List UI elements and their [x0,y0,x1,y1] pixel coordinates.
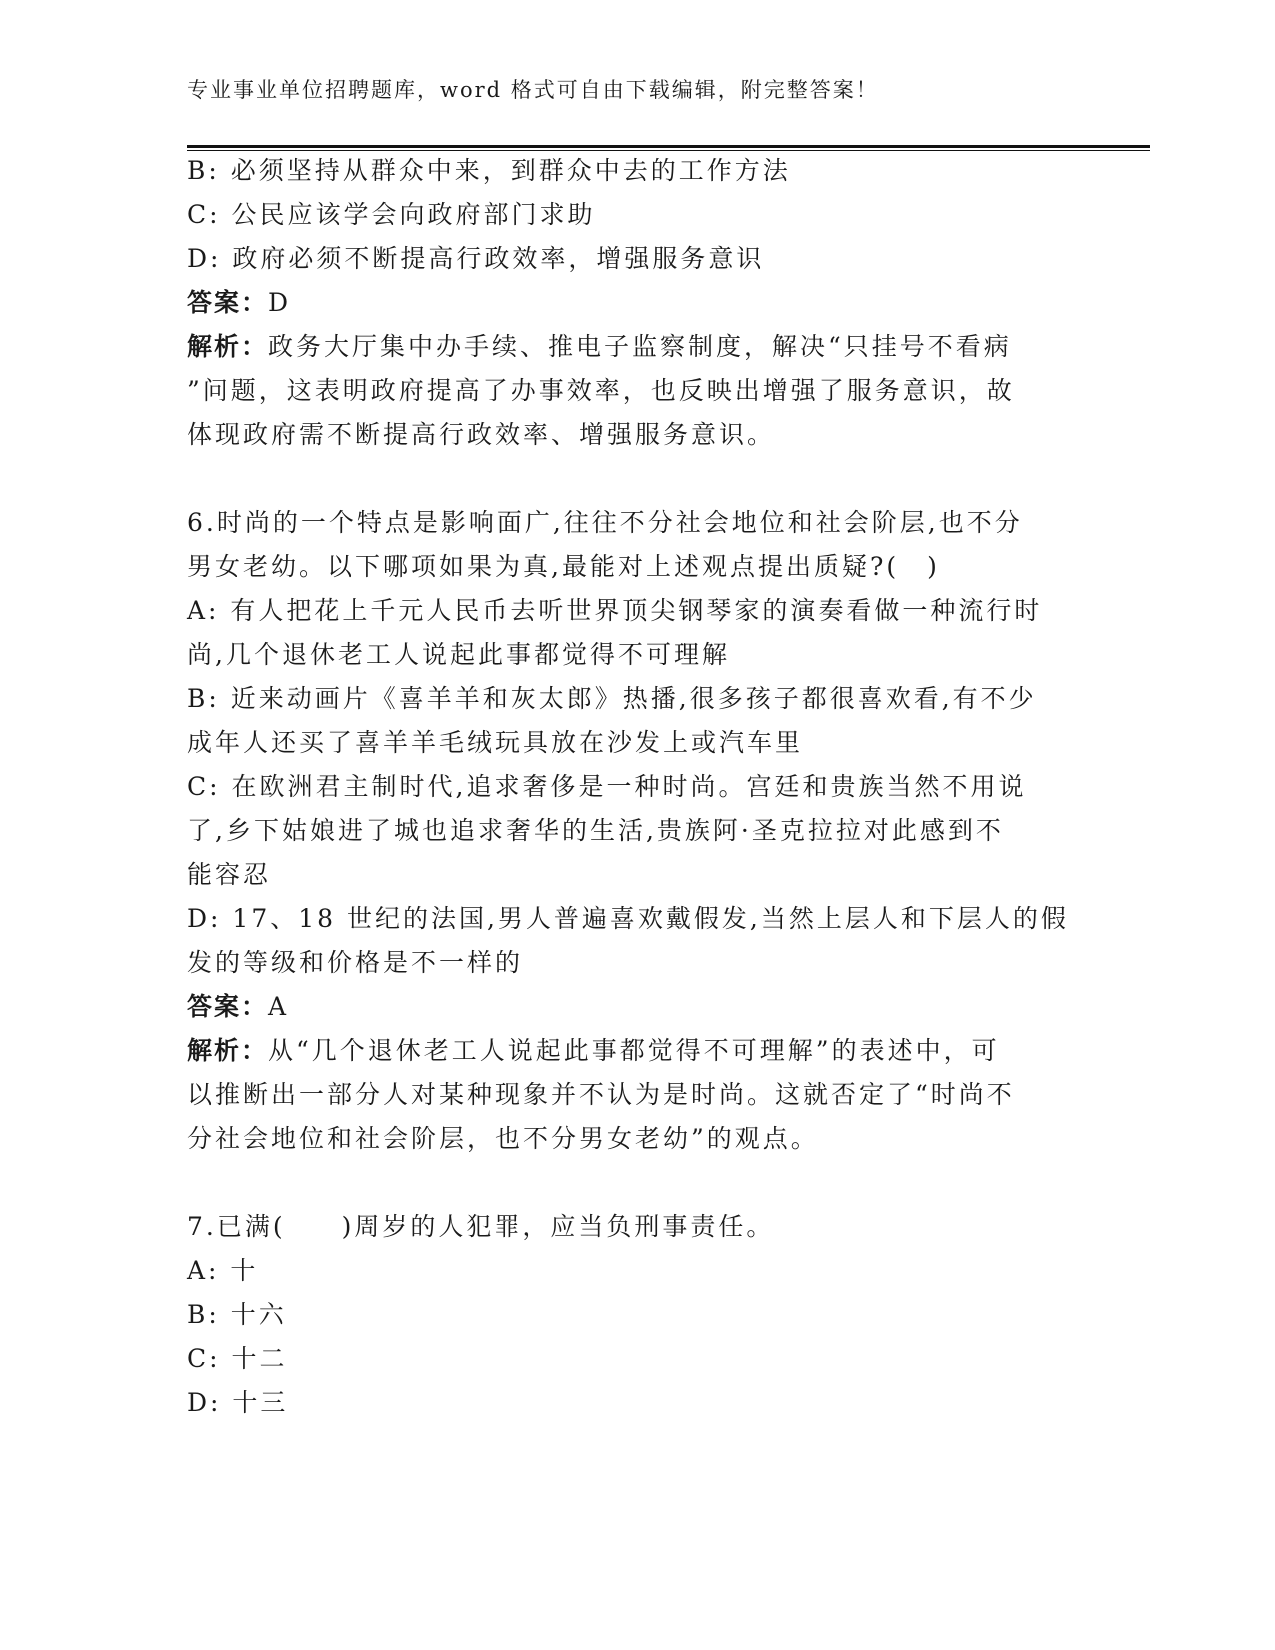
q6-option-b-line-1: B: 近来动画片《喜羊羊和灰太郎》热播,很多孩子都很喜欢看,有不少 [187,684,1037,713]
q5-option-c: C: 公民应该学会向政府部门求助 [187,200,596,229]
q5-answer [187,285,291,321]
q7-option-a: A: 十 [187,1256,259,1285]
answer-label: 答案： [187,992,269,1021]
analysis-text: 从“几个退休老工人说起此事都觉得不可理解”的表述中，可 [268,1036,1000,1065]
q5-analysis-line-2: ”问题，这表明政府提高了办事效率，也反映出增强了服务意识，故 [187,376,1015,405]
q6-analysis-line-3: 分社会地位和社会阶层，也不分男女老幼”的观点。 [187,1124,819,1153]
q7-option-d: D: 十三 [187,1388,289,1417]
q6-option-d-line-1: D: 17、18 世纪的法国,男人普遍喜欢戴假发,当然上层人和下层人的假 [187,904,1069,933]
q6-option-c-line-3: 能容忍 [187,860,272,889]
q7-option-c: C: 十二 [187,1344,288,1373]
answer-value: D [268,288,292,317]
q5-analysis-line-1 [187,329,1012,365]
q6-analysis-line-1 [187,1033,1000,1069]
q7-option-b: B: 十六 [187,1300,287,1329]
answer-value: A [268,992,290,1021]
analysis-text: 政务大厅集中办手续、推电子监察制度，解决“只挂号不看病 [268,332,1012,361]
analysis-label: 解析： [187,332,269,361]
q6-stem-line-2: 男女老幼。以下哪项如果为真,最能对上述观点提出质疑?( ) [187,552,940,581]
q6-option-d-line-2: 发的等级和价格是不一样的 [187,948,524,977]
q6-option-b-line-2: 成年人还买了喜羊羊毛绒玩具放在沙发上或汽车里 [187,728,804,757]
page-header: 专业事业单位招聘题库，word 格式可自由下载编辑，附完整答案！ [187,78,879,102]
q6-option-c-line-2: 了,乡下姑娘进了城也追求奢华的生活,贵族阿·圣克拉拉对此感到不 [187,816,1004,845]
answer-label: 答案： [187,288,269,317]
q6-option-c-line-1: C: 在欧洲君主制时代,追求奢侈是一种时尚。宫廷和贵族当然不用说 [187,772,1027,801]
q7-stem: 7.已满( )周岁的人犯罪，应当负刑事责任。 [187,1212,775,1241]
q6-analysis-line-2: 以推断出一部分人对某种现象并不认为是时尚。这就否定了“时尚不 [187,1080,1015,1109]
q6-answer [187,989,289,1025]
header-rule-thin [187,150,1150,151]
q5-option-b: B: 必须坚持从群众中来，到群众中去的工作方法 [187,156,791,185]
q5-option-d: D: 政府必须不断提高行政效率，增强服务意识 [187,244,765,273]
analysis-label: 解析： [187,1036,269,1065]
q6-option-a-line-2: 尚,几个退休老工人说起此事都觉得不可理解 [187,640,730,669]
header-rule-thick [187,145,1150,148]
q6-stem-line-1: 6.时尚的一个特点是影响面广,往往不分社会地位和社会阶层,也不分 [187,508,1023,537]
q6-option-a-line-1: A: 有人把花上千元人民币去听世界顶尖钢琴家的演奏看做一种流行时 [187,596,1043,625]
q5-analysis-line-3: 体现政府需不断提高行政效率、增强服务意识。 [187,420,776,449]
